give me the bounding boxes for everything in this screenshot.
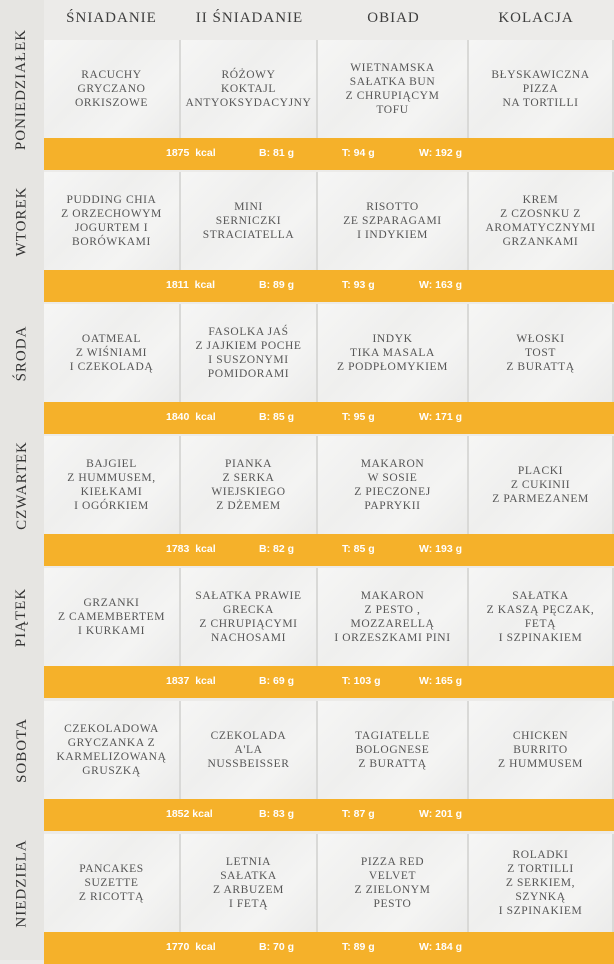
- column-header-second-breakfast: II ŚNIADANIE: [195, 10, 304, 26]
- meal-name: LETNIA SAŁATKA Z ARBUZEM I FETĄ: [213, 856, 284, 910]
- protein-value: B: 85 g: [259, 411, 295, 423]
- meal-cell-second-breakfast[interactable]: [181, 701, 318, 799]
- meal-cell-breakfast[interactable]: [44, 172, 181, 270]
- meal-name: MAKARON W SOSIE Z PIECZONEJ PAPRYKII: [354, 458, 431, 512]
- protein-value: B: 82 g: [259, 543, 295, 555]
- day-row-wednesday: [44, 304, 614, 434]
- fat-value: T: 85 g: [342, 543, 375, 555]
- meal-cell-second-breakfast[interactable]: [181, 172, 318, 270]
- meal-cell-breakfast[interactable]: [44, 568, 181, 666]
- carbs-value: W: 184 g: [419, 941, 462, 953]
- meal-name: CZEKOLADA A'LA NUSSBEISSER: [207, 730, 290, 770]
- carbs-value: W: 193 g: [419, 543, 462, 555]
- meal-name: BAJGIEL Z HUMMUSEM, KIEŁKAMI I OGÓRKIEM: [67, 458, 156, 512]
- meal-name: WŁOSKI TOST Z BURATTĄ: [506, 333, 575, 373]
- protein-value: B: 70 g: [259, 941, 295, 953]
- day-label-saturday: [0, 701, 44, 799]
- meal-name: PANCAKES SUZETTE Z RICOTTĄ: [78, 863, 145, 903]
- meal-name: RÓŻOWY KOKTAJL ANTYOKSYDACYJNY: [185, 69, 312, 109]
- meal-cell-dinner[interactable]: [469, 40, 614, 138]
- meal-cell-breakfast[interactable]: [44, 834, 181, 932]
- fat-value: T: 94 g: [342, 147, 375, 159]
- day-row-friday: [44, 568, 614, 698]
- nutrition-bar: [44, 270, 614, 302]
- meal-cell-second-breakfast[interactable]: [181, 304, 318, 402]
- meal-name: GRZANKI Z CAMEMBERTEM I KURKAMI: [57, 597, 166, 637]
- day-row-tuesday: [44, 172, 614, 302]
- meal-name: MINI SERNICZKI STRACIATELLA: [202, 201, 295, 241]
- nutrition-bar: [44, 534, 614, 566]
- column-header-dinner: KOLACJA: [498, 10, 574, 26]
- meal-name: PUDDING CHIA Z ORZECHOWYM JOGURTEM I BORÓWKAMI: [61, 194, 162, 248]
- meal-cell-lunch[interactable]: [318, 568, 469, 666]
- meal-cell-lunch[interactable]: [318, 304, 469, 402]
- meal-name: PIZZA RED VELVET Z ZIELONYM PESTO: [354, 856, 431, 910]
- carbs-value: W: 171 g: [419, 411, 462, 423]
- meal-cell-second-breakfast[interactable]: [181, 436, 318, 534]
- carbs-value: W: 165 g: [419, 675, 462, 687]
- meal-cell-breakfast[interactable]: [44, 304, 181, 402]
- day-row-monday: [44, 40, 614, 170]
- day-row-sunday: [44, 834, 614, 964]
- meal-cell-dinner[interactable]: [469, 172, 614, 270]
- meal-cell-breakfast[interactable]: [44, 436, 181, 534]
- meal-name: MAKARON Z PESTO , MOZZARELLĄ I ORZESZKAMI PINI: [334, 590, 451, 644]
- meal-cell-dinner[interactable]: [469, 701, 614, 799]
- kcal-value: 1770 kcal: [166, 941, 216, 953]
- column-header-breakfast: ŚNIADANIE: [66, 10, 157, 26]
- carbs-value: W: 163 g: [419, 279, 462, 291]
- meal-name: TAGIATELLE BOLOGNESE Z BURATTĄ: [355, 730, 430, 770]
- nutrition-bar: [44, 402, 614, 434]
- day-name: PONIEDZIAŁEK: [13, 28, 30, 150]
- meal-name: ROLADKI Z TORTILLI Z SERKIEM, SZYNKĄ I SZPINAKIEM: [498, 849, 583, 917]
- kcal-value: 1875 kcal: [166, 147, 216, 159]
- day-label-thursday: [0, 436, 44, 534]
- fat-value: T: 95 g: [342, 411, 375, 423]
- meal-name: PLACKI Z CUKINII Z PARMEZANEM: [492, 465, 589, 505]
- meal-name: CZEKOLADOWA GRYCZANKA Z KARMELIZOWANĄ GRUSZKĄ: [56, 723, 167, 777]
- meal-name: FASOLKA JAŚ Z JAJKIEM POCHE I SUSZONYMI POMIDORAMI: [195, 326, 302, 380]
- meal-name: OATMEAL Z WIŚNIAMI I CZEKOLADĄ: [69, 333, 154, 373]
- day-row-thursday: [44, 436, 614, 566]
- nutrition-bar: [44, 932, 614, 964]
- kcal-value: 1840 kcal: [166, 411, 216, 423]
- meal-name: SAŁATKA Z KASZĄ PĘCZAK, FETĄ I SZPINAKIEM: [486, 590, 595, 644]
- day-label-tuesday: [0, 172, 44, 270]
- meal-name: PIANKA Z SERKA WIEJSKIEGO Z DŻEMEM: [211, 458, 286, 512]
- meal-name: SAŁATKA PRAWIE GRECKA Z CHRUPIĄCYMI NACHOSAMI: [195, 590, 302, 644]
- meal-cell-lunch[interactable]: [318, 701, 469, 799]
- meal-cell-lunch[interactable]: [318, 834, 469, 932]
- day-row-saturday: [44, 701, 614, 831]
- meal-name: INDYK TIKA MASALA Z PODPŁOMYKIEM: [337, 333, 448, 373]
- column-header: [44, 0, 614, 40]
- carbs-value: W: 192 g: [419, 147, 462, 159]
- meal-cell-second-breakfast[interactable]: [181, 834, 318, 932]
- meal-cell-lunch[interactable]: [318, 172, 469, 270]
- protein-value: B: 81 g: [259, 147, 295, 159]
- meal-name: RACUCHY GRYCZANO ORKISZOWE: [74, 69, 149, 109]
- meal-cell-lunch[interactable]: [318, 436, 469, 534]
- nutrition-bar: [44, 799, 614, 831]
- day-label-monday: [0, 28, 44, 150]
- kcal-value: 1852 kcal: [166, 808, 213, 820]
- kcal-value: 1811 kcal: [166, 279, 216, 291]
- meal-name: BŁYSKAWICZNA PIZZA NA TORTILLI: [491, 69, 590, 109]
- kcal-value: 1837 kcal: [166, 675, 216, 687]
- nutrition-bar: [44, 666, 614, 698]
- day-name: NIEDZIELA: [13, 838, 30, 928]
- meal-cell-second-breakfast[interactable]: [181, 568, 318, 666]
- protein-value: B: 69 g: [259, 675, 295, 687]
- meal-cell-lunch[interactable]: [318, 40, 469, 138]
- day-label-sunday: [0, 834, 44, 932]
- meal-name: KREM Z CZOSNKU Z AROMATYCZNYMI GRZANKAMI: [485, 194, 596, 248]
- day-name: PIĄTEK: [13, 587, 30, 647]
- meal-cell-second-breakfast[interactable]: [181, 40, 318, 138]
- nutrition-bar: [44, 138, 614, 170]
- day-name: ŚRODA: [13, 325, 30, 381]
- kcal-value: 1783 kcal: [166, 543, 216, 555]
- day-name: WTOREK: [13, 186, 30, 256]
- day-label-friday: [0, 568, 44, 666]
- fat-value: T: 87 g: [342, 808, 375, 820]
- meal-name: WIETNAMSKA SAŁATKA BUN Z CHRUPIĄCYM TOFU: [345, 62, 440, 116]
- meal-cell-dinner[interactable]: [469, 834, 614, 932]
- day-label-wednesday: [0, 304, 44, 402]
- meal-name: RISOTTO ZE SZPARAGAMI I INDYKIEM: [343, 201, 442, 241]
- fat-value: T: 103 g: [342, 675, 381, 687]
- meal-cell-dinner[interactable]: [469, 436, 614, 534]
- day-name: SOBOTA: [13, 717, 30, 783]
- protein-value: B: 89 g: [259, 279, 295, 291]
- carbs-value: W: 201 g: [419, 808, 462, 820]
- day-name: CZWARTEK: [13, 440, 30, 530]
- meal-cell-dinner[interactable]: [469, 304, 614, 402]
- protein-value: B: 83 g: [259, 808, 295, 820]
- meal-cell-breakfast[interactable]: [44, 40, 181, 138]
- meal-cell-dinner[interactable]: [469, 568, 614, 666]
- fat-value: T: 89 g: [342, 941, 375, 953]
- column-header-lunch: OBIAD: [367, 10, 420, 26]
- fat-value: T: 93 g: [342, 279, 375, 291]
- meal-name: CHICKEN BURRITO Z HUMMUSEM: [498, 730, 583, 770]
- meal-cell-breakfast[interactable]: [44, 701, 181, 799]
